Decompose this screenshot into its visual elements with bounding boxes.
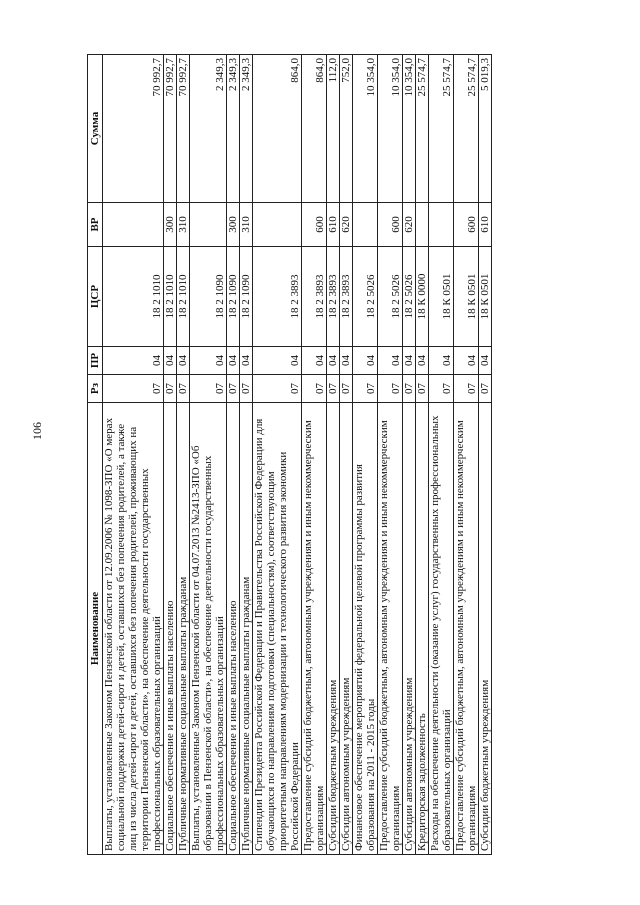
table-header-row [88,55,103,855]
header-name: Наименование [88,403,103,855]
cell-sum: 25 574,7 [416,55,429,203]
cell-sum: 864,0 [253,55,302,203]
cell-rz: 07 [340,375,353,403]
cell-pr: 04 [327,347,340,375]
cell-name: Кредиторская задолженность [416,403,429,855]
cell-sum: 70 992,7 [177,55,190,203]
table-row [378,55,403,855]
cell-sum: 752,0 [340,55,353,203]
cell-rz: 07 [454,375,479,403]
cell-vr: 620 [340,203,353,247]
table-row [302,55,327,855]
cell-name: Выплаты, установленные Законом Пензенской области от 12.09.2006 № 1098-ЗПО «О мерах социальной поддержки детей-сирот и детей, оставшихся без попечения родителей, а также лиц из числа детей-сирот и детей, оставшихся без попечения родителей, проживающих на территории Пензенской области», на обеспечение деятельности государственных профессиональных образовательных организаций [103,403,164,855]
cell-pr: 04 [240,347,253,375]
cell-pr: 04 [403,347,416,375]
cell-pr: 04 [164,347,177,375]
cell-sum: 25 574,7 [454,55,479,203]
cell-sum: 70 992,7 [164,55,177,203]
cell-sum: 10 354,0 [353,55,378,203]
table-row [190,55,227,855]
cell-pr: 04 [227,347,240,375]
cell-rz: 07 [190,375,227,403]
cell-sum: 864,0 [302,55,327,203]
cell-name: Стипендии Президента Российской Федерации и Правительства Российской Федерации для обучающихся по направлениям подготовки (специальностям), соответствующим приоритетным направлениям модернизации и технологического развития экономики Российской Федерации [253,403,302,855]
cell-rz: 07 [403,375,416,403]
cell-rz: 07 [177,375,190,403]
table-row [327,55,340,855]
header-csr: ЦСР [88,247,103,347]
cell-vr [103,203,164,247]
cell-csr: 18 2 1010 [103,247,164,347]
cell-rz: 07 [164,375,177,403]
table-row [403,55,416,855]
cell-name: Социальное обеспечение и иные выплаты населению [227,403,240,855]
cell-pr: 04 [479,347,492,375]
cell-name: Социальное обеспечение и иные выплаты населению [164,403,177,855]
cell-pr: 04 [190,347,227,375]
cell-sum: 2 349,3 [190,55,227,203]
cell-rz: 07 [416,375,429,403]
cell-sum: 70 992,7 [103,55,164,203]
cell-pr: 04 [253,347,302,375]
table-row [164,55,177,855]
cell-name: Субсидии автономным учреждениям [340,403,353,855]
cell-name: Публичные нормативные социальные выплаты гражданам [177,403,190,855]
cell-vr: 610 [327,203,340,247]
cell-name: Субсидии бюджетным учреждениям [327,403,340,855]
cell-name: Субсидии автономным учреждениям [403,403,416,855]
cell-rz: 07 [302,375,327,403]
cell-name: Финансовое обеспечение мероприятий федеральной целевой программы развития образования на 2011 - 2015 годы [353,403,378,855]
cell-csr: 18 К 0000 [416,247,429,347]
cell-csr: 18 К 0501 [429,247,454,347]
cell-csr: 18 2 1090 [240,247,253,347]
table-row [429,55,454,855]
cell-csr: 18 2 3893 [340,247,353,347]
cell-vr: 310 [177,203,190,247]
cell-name: Предоставление субсидий бюджетным, автономным учреждениям и иным некоммерческим организациям [454,403,479,855]
rotated-budget-table-container [87,55,567,855]
cell-rz: 07 [353,375,378,403]
header-rz: Рз [88,375,103,403]
cell-name: Выплаты, установленные Законом Пензенской области от 04.07.2013 №2413-ЗПО «Об образовании в Пензенской области», на обеспечение деятельности государственных профессиональных образовательных организаций [190,403,227,855]
cell-csr: 18 2 5026 [353,247,378,347]
cell-csr: 18 2 3893 [302,247,327,347]
cell-name: Предоставление субсидий бюджетным, автономным учреждениям и иным некоммерческим организациям [302,403,327,855]
cell-csr: 18 2 1010 [177,247,190,347]
cell-pr: 04 [454,347,479,375]
cell-rz: 07 [103,375,164,403]
cell-rz: 07 [429,375,454,403]
cell-csr: 18 2 1090 [190,247,227,347]
cell-csr: 18 К 0501 [479,247,492,347]
cell-vr: 300 [164,203,177,247]
budget-table [87,54,492,855]
cell-sum: 10 354,0 [378,55,403,203]
cell-vr: 300 [227,203,240,247]
cell-rz: 07 [327,375,340,403]
header-pr: ПР [88,347,103,375]
cell-pr: 04 [353,347,378,375]
table-row [103,55,164,855]
cell-vr: 310 [240,203,253,247]
table-row [416,55,429,855]
table-row [177,55,190,855]
cell-csr: 18 2 5026 [403,247,416,347]
table-row [479,55,492,855]
cell-rz: 07 [227,375,240,403]
cell-csr: 18 К 0501 [454,247,479,347]
table-row [353,55,378,855]
cell-sum: 5 019,3 [479,55,492,203]
cell-vr [253,203,302,247]
cell-pr: 04 [416,347,429,375]
cell-pr: 04 [302,347,327,375]
page-number: 106 [30,422,44,440]
cell-name: Субсидии бюджетным учреждениям [479,403,492,855]
cell-sum: 25 574,7 [429,55,454,203]
cell-csr: 18 2 1090 [227,247,240,347]
cell-vr [416,203,429,247]
cell-csr: 18 2 1010 [164,247,177,347]
header-sum: Сумма [88,55,103,203]
cell-vr [429,203,454,247]
cell-vr: 600 [302,203,327,247]
cell-pr: 04 [177,347,190,375]
table-row [227,55,240,855]
cell-rz: 07 [479,375,492,403]
cell-sum: 112,0 [327,55,340,203]
cell-sum: 2 349,3 [240,55,253,203]
table-row [454,55,479,855]
cell-rz: 07 [378,375,403,403]
table-row [240,55,253,855]
cell-sum: 10 354,0 [403,55,416,203]
cell-csr: 18 2 3893 [253,247,302,347]
cell-name: Публичные нормативные социальные выплаты гражданам [240,403,253,855]
cell-vr [190,203,227,247]
cell-pr: 04 [378,347,403,375]
cell-vr: 600 [378,203,403,247]
cell-vr [353,203,378,247]
table-row [340,55,353,855]
cell-pr: 04 [103,347,164,375]
cell-rz: 07 [253,375,302,403]
cell-sum: 2 349,3 [227,55,240,203]
cell-vr: 610 [479,203,492,247]
cell-vr: 600 [454,203,479,247]
cell-name: Расходы на обеспечение деятельности (оказание услуг) государственных профессиональных образовательных организаций [429,403,454,855]
cell-vr: 620 [403,203,416,247]
cell-csr: 18 2 3893 [327,247,340,347]
header-vr: ВР [88,203,103,247]
table-row [253,55,302,855]
cell-csr: 18 2 5026 [378,247,403,347]
cell-rz: 07 [240,375,253,403]
cell-name: Предоставление субсидий бюджетным, автономным учреждениям и иным некоммерческим организациям [378,403,403,855]
cell-pr: 04 [340,347,353,375]
cell-pr: 04 [429,347,454,375]
